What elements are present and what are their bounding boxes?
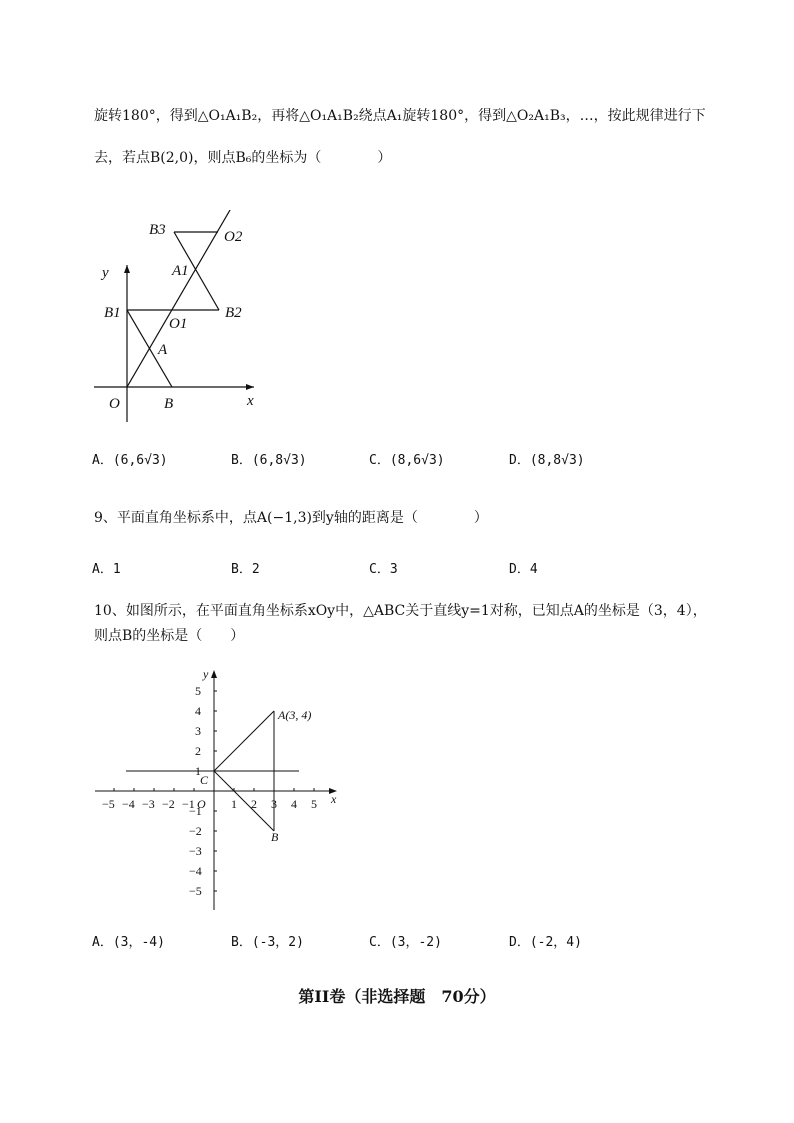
xtick-label: 4	[291, 797, 297, 811]
q8-option-a: A．(6,6√3)	[92, 453, 168, 468]
ytick-label: 5	[195, 684, 201, 698]
q8-label-B1: B1	[104, 305, 121, 321]
q10-label-C: C	[200, 773, 209, 787]
q9-option-c: C．3	[369, 562, 398, 577]
xtick-label: −4	[122, 797, 135, 811]
q8-option-b: B．(6,8√3)	[231, 453, 307, 468]
xtick-label: −3	[142, 797, 155, 811]
q8-label-x: x	[247, 393, 254, 409]
ytick-label: 4	[195, 704, 201, 718]
q8-label-B3: B3	[149, 222, 166, 238]
xtick-label: −1	[182, 797, 195, 811]
q8-label-B: B	[164, 396, 174, 412]
q8-line1: 旋转180°，得到△O₁A₁B₂，再将△O₁A₁B₂绕点A₁旋转180°，得到△O₂A₁B₃，…，按此规律进行下	[94, 108, 706, 124]
xtick-label: 3	[271, 797, 277, 811]
ytick-label: −2	[189, 824, 202, 838]
xtick-label: −2	[162, 797, 175, 811]
xtick-label: 1	[231, 797, 237, 811]
q8-label-A: A	[158, 342, 168, 358]
section-title: 第II卷（非选择题 70分）	[298, 987, 496, 1006]
q8-line2: 去，若点B(2,0)，则点B₆的坐标为（ ）	[94, 150, 392, 166]
xtick-label: 2	[251, 797, 257, 811]
q8-option-d: D．(8,8√3)	[509, 453, 585, 468]
ytick-label: −1	[189, 804, 202, 818]
q10-option-d: D．(-2，4)	[509, 935, 582, 950]
q8-label-O: O	[109, 396, 120, 412]
xtick-label: 5	[311, 797, 317, 811]
q8-label-O2: O2	[224, 229, 243, 245]
ytick-label: 1	[195, 764, 201, 778]
q10-option-c: C．(3，-2)	[369, 935, 442, 950]
q10-label-O: O	[197, 797, 206, 811]
q8-label-y: y	[102, 265, 109, 281]
q8-label-O1: O1	[169, 316, 188, 332]
ytick-label: 3	[195, 724, 201, 738]
ytick-label: −4	[189, 864, 202, 878]
q9-option-d: D．4	[509, 562, 538, 577]
q10-label-y: y	[203, 667, 209, 681]
q9-stem: 9、平面直角坐标系中，点A(−1,3)到y轴的距离是（ ）	[94, 510, 488, 526]
q10-option-b: B．(-3，2)	[231, 935, 304, 950]
ytick-label: −3	[189, 844, 202, 858]
ytick-label: 2	[195, 744, 201, 758]
ytick-label: −5	[189, 884, 202, 898]
q10-label-B: B	[271, 830, 279, 844]
q10-label-A: A(3, 4)	[278, 708, 312, 722]
q10-option-a: A．(3，-4)	[92, 935, 165, 950]
q10-figure	[90, 660, 350, 920]
q10-label-x: x	[331, 792, 337, 806]
q8-option-c: C．(8,6√3)	[369, 453, 445, 468]
q8-figure	[94, 210, 274, 425]
xtick-label: −5	[102, 797, 115, 811]
q8-label-B2: B2	[225, 305, 242, 321]
q9-option-a: A．1	[92, 562, 121, 577]
q9-option-b: B．2	[231, 562, 260, 577]
q10-line2: 则点B的坐标是（ ）	[94, 628, 245, 644]
q8-label-A1: A1	[172, 263, 189, 279]
q10-line1: 10、如图所示，在平面直角坐标系xOy中，△ABC关于直线y=1对称，已知点A的坐标是（3，4），	[94, 603, 707, 619]
